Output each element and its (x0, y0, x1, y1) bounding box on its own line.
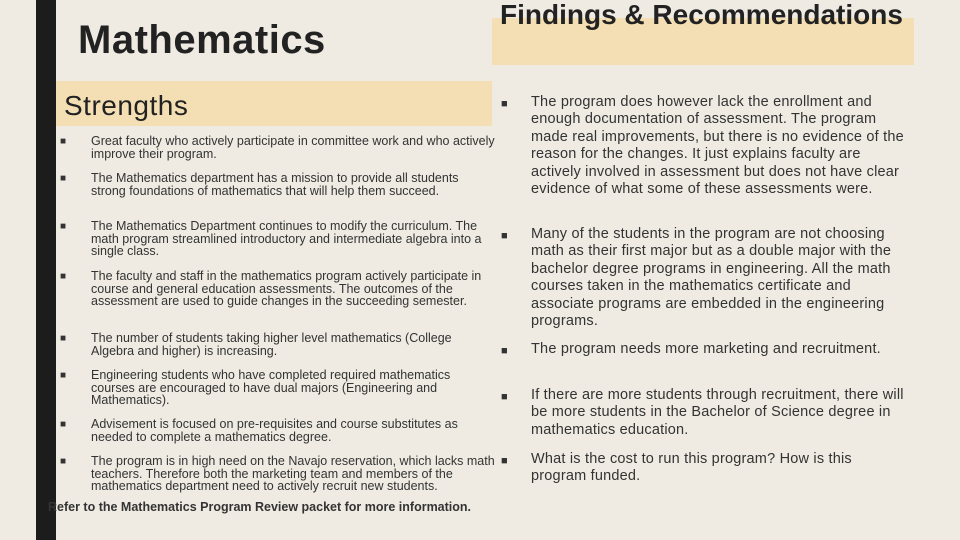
bullet-icon: ■ (60, 221, 67, 232)
bullet-icon: ■ (501, 345, 508, 357)
finding-text: If there are more students through recruitment, there will be more students in the Bachelor of Science degree in mathematics education. (531, 387, 904, 438)
bullet-icon: ■ (501, 230, 508, 242)
page-title: Mathematics (78, 18, 326, 62)
finding-item (501, 451, 906, 486)
bullet-icon: ■ (501, 455, 508, 467)
finding-text: Many of the students in the program are not choosing math as their first major but as a double major with the bachelor degree programs in engineering. All the math courses taken in the mathematics certificate and associate programs are embedded in the engineering programs. (531, 226, 892, 330)
strength-text: Great faculty who actively participate in committee work and who actively improve their program. (91, 134, 495, 161)
bullet-icon: ■ (60, 419, 67, 430)
strengths-heading: Strengths (64, 90, 189, 121)
finding-text: The program does however lack the enrollment and enough documentation of assessment. The program made real improvements, but there is no evidence of the reason for the changes. It just explains faculty are actively involved in assessment but does not have clear evidence of what some of these assessments were. (531, 94, 904, 198)
strength-text: The number of students taking higher level mathematics (College Algebra and higher) is increasing. (91, 331, 452, 358)
strength-text: The Mathematics department has a mission to provide all students strong foundations of mathematics that will help them succeed. (91, 171, 459, 198)
footer-note: Refer to the Mathematics Program Review packet for more information. (48, 500, 472, 514)
bullet-icon: ■ (60, 456, 67, 467)
bullet-icon: ■ (501, 98, 508, 110)
bullet-icon: ■ (501, 391, 508, 403)
strength-text: The faculty and staff in the mathematics program actively participate in course and general education assessments. The outcomes of the assessment are used to guide changes in the succeeding semester. (91, 269, 482, 308)
bullet-icon: ■ (60, 173, 67, 184)
bullet-icon: ■ (60, 271, 67, 282)
finding-item (501, 341, 906, 358)
finding-item (501, 226, 906, 330)
finding-text: What is the cost to run this program? How is this program funded. (531, 451, 852, 485)
strength-text: Advisement is focused on pre-requisites and course substitutes as needed to complete a mathematics degree. (91, 417, 458, 444)
bullet-icon: ■ (60, 333, 67, 344)
bullet-icon: ■ (60, 136, 67, 147)
left-accent-bar (36, 0, 56, 540)
strength-text: Engineering students who have completed required mathematics courses are encouraged to have dual majors (Engineering and Mathematics). (91, 368, 451, 407)
finding-item (501, 94, 906, 198)
finding-text: The program needs more marketing and recruitment. (531, 341, 881, 357)
findings-title: Findings & Recommendations (500, 0, 903, 30)
strength-item (60, 368, 496, 407)
strength-item (60, 134, 496, 161)
strength-text: The program is in high need on the Navajo reservation, which lacks math teachers. Therefore both the marketing team and members of the mathematics department need to actively recruit new students. (91, 454, 495, 493)
strength-item (60, 454, 496, 493)
strength-item (60, 219, 496, 258)
finding-item (501, 387, 906, 439)
bullet-icon: ■ (60, 370, 67, 381)
strength-item (60, 417, 496, 444)
strength-item (60, 269, 496, 308)
strength-text: The Mathematics Department continues to modify the curriculum. The math program streamlined introductory and intermediate algebra into a single class. (91, 219, 482, 258)
strength-item (60, 171, 496, 198)
strength-item (60, 331, 496, 358)
